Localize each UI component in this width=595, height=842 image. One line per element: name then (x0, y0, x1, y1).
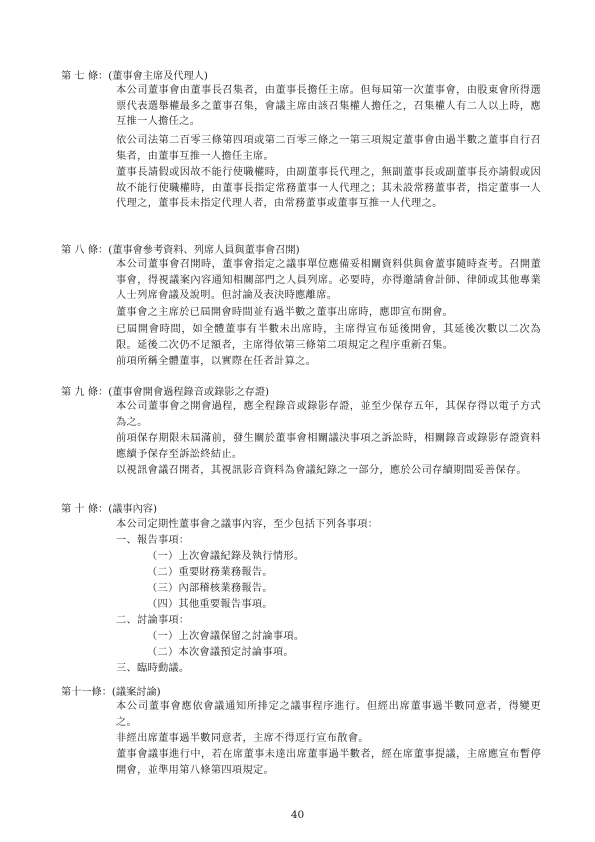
article-9-paragraph-3: 以視訊會議召開者，其視訊影音資料為會議紀錄之一部分，應於公司存續期間妥善保存。 (116, 465, 527, 476)
article-8-paragraph-3: 已屆開會時間，如全體董事有半數未出席時，主席得宣布延後開會，其延後次數以二次為限。延後二次仍不足額者，主席得依第三條第二項規定之程序重新召集。 (116, 324, 541, 351)
article-7-paragraph-2: 依公司法第二百零三條第四項或第二百零三條之一第三項規定董事會由過半數之董事自行召集者，由董事互推一人擔任主席。 (116, 135, 541, 162)
list-item-motions: 三、臨時動議。 (116, 663, 190, 674)
article-9-paragraph-1: 本公司董事會之開會過程，應全程錄音或錄影存證，並至少保存五年，其保存得以電子方式為之。 (116, 401, 541, 428)
article-11-paragraph-3: 董事會議事進行中，若在席董事未達出席董事過半數者，經在席董事提議，主席應宣布暫停開會，並準用第八條第四項規定。 (116, 749, 541, 776)
article-10-intro: 本公司定期性董事會之議事內容，至少包括下列各事項： (116, 519, 379, 530)
article-8-heading: 第 八 條：(董事會參考資料、列席人員與董事會召開) (61, 245, 300, 256)
article-7-paragraph-1: 本公司董事會由董事長召集者，由董事長擔任主席。但每屆第一次董事會，由股東會所得選票代表選舉權最多之董事召集，會議主席由該召集權人擔任之，召集權人有二人以上時，應互推一人擔任之。 (116, 85, 541, 128)
article-8-paragraph-1: 本公司董事會召開時，董事會指定之議事單位應備妥相關資料供與會董事隨時查考。召開董事會，得視議案內容通知相關部門之人員列席。必要時，亦得邀請會計師、律師或其他專業人士列席會議及說明。但討論及表決時應離席。 (116, 259, 541, 302)
list-item-discussion: 二、討論事項： (116, 615, 190, 626)
list-subitem: （一）上次會議保留之討論事項。 (147, 631, 305, 642)
article-7-paragraph-3: 董事長請假或因故不能行使職權時，由副董事長代理之，無副董事長或副董事長亦請假或因故不能行使職權時，由董事長指定常務董事一人代理之；其未設常務董事者，指定董事一人代理之，董事長未指定代理人者，由常務董事或董事互推一人代理之。 (116, 167, 541, 210)
list-item-reports: 一、報告事項： (116, 535, 190, 546)
page-number: 40 (290, 809, 305, 821)
article-7-heading: 第 七 條：(董事會主席及代理人) (61, 71, 208, 82)
list-subitem: （二）本次會議預定討論事項。 (147, 647, 294, 658)
list-subitem: （二）重要財務業務報告。 (147, 567, 273, 578)
article-8-paragraph-4: 前項所稱全體董事，以實際在任者計算之。 (116, 356, 317, 367)
list-subitem: （三）內部稽核業務報告。 (147, 583, 273, 594)
article-9-paragraph-2: 前項保存期限未屆滿前，發生關於董事會相關議決事項之訴訟時，相關錄音或錄影存證資料應續予保存至訴訟終結止。 (116, 433, 541, 460)
article-11-paragraph-1: 本公司董事會應依會議通知所排定之議事程序進行。但經出席董事過半數同意者，得變更之。 (116, 701, 541, 728)
article-11-paragraph-2: 非經出席董事過半數同意者，主席不得逕行宣布散會。 (116, 733, 369, 744)
article-11-heading: 第十一條：(議案討論) (61, 687, 161, 698)
list-subitem: （四）其他重要報告事項。 (147, 599, 273, 610)
article-8-paragraph-2: 董事會之主席於已屆開會時間並有過半數之董事出席時，應即宣布開會。 (116, 307, 454, 318)
article-10-heading: 第 十 條：(議事內容) (61, 504, 157, 515)
list-subitem: （一）上次會議紀錄及執行情形。 (147, 551, 305, 562)
article-9-heading: 第 九 條：(董事會開會過程錄音或錄影之存證) (61, 387, 269, 398)
